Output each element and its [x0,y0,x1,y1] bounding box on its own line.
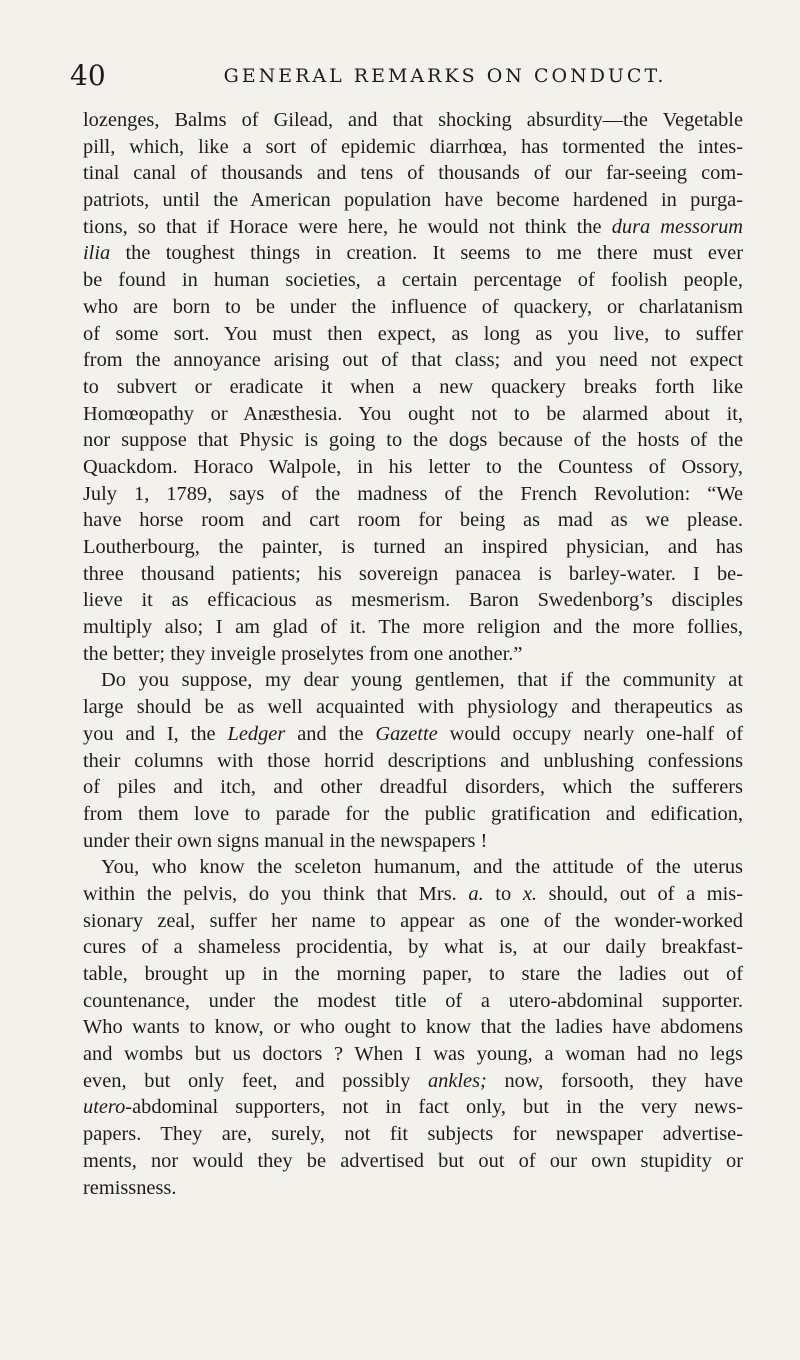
text-segment: who are born to be under the influence of quackery, or charlatanism [83,295,743,318]
text-line [83,854,743,881]
text-segment: You, who know the sceleton humanum, and the attitude of the uterus [101,856,743,879]
text-line [83,748,743,775]
text-segment: to subvert or eradicate it when a new quackery breaks forth like [83,375,743,398]
text-line [83,587,743,614]
text-segment: sionary zeal, suffer her name to appear as one of the wonder-worked [83,909,743,932]
text-line [83,774,743,801]
text-segment: of piles and itch, and other dreadful disorders, which the sufferers [83,776,743,799]
italic-text: Ledger [227,722,286,745]
text-line [83,667,743,694]
text-segment: be found in human societies, a certain percentage of foolish people, [83,269,743,292]
text-segment: under their own signs manual in the newspapers ! [83,829,488,852]
text-line [83,240,743,267]
text-line [83,160,743,187]
text-line [83,267,743,294]
text-line [83,1014,743,1041]
text-line [83,961,743,988]
text-segment: table, brought up in the morning paper, to stare the ladies out of [83,963,743,985]
text-segment: now, forsooth, they have [486,1069,744,1092]
text-line [83,988,743,1015]
text-line [83,107,743,134]
text-segment: within the pelvis, do you think that Mrs. [83,882,469,905]
text-line [83,1094,743,1121]
text-segment: even, but only feet, and possibly [83,1069,428,1092]
text-line [83,214,743,241]
text-segment: papers. They are, surely, not fit subjects for newspaper advertise- [83,1123,743,1146]
text-line [83,828,743,855]
text-segment: Quackdom. Horaco Walpole, in his letter to the Countess of Ossory, [83,455,743,478]
text-segment: large should be as well acquainted with physiology and therapeutics as [83,696,743,719]
text-line [83,401,743,428]
text-segment: Who wants to know, or who ought to know that the ladies have abdomens [83,1016,743,1039]
text-segment: ments, nor would they be advertised but out of our own stupidity or [83,1149,743,1172]
page-header [70,56,730,96]
text-line [83,294,743,321]
body-text [83,107,743,1201]
text-segment: and the [285,722,376,745]
page-number: 40 [70,59,106,92]
text-segment: nor suppose that Physic is going to the dogs because of the hosts of the [83,429,743,452]
text-line [83,187,743,214]
text-line [83,561,743,588]
text-line [83,374,743,401]
text-line [83,481,743,508]
text-segment: -abdominal supporters, not in fact only, but in the very news- [125,1096,743,1119]
text-segment: of some sort. You must then expect, as long as you live, to suffer [83,322,743,345]
text-segment: tinal canal of thousands and tens of thousands of our far-seeing com- [83,162,743,185]
italic-text: utero [83,1096,126,1119]
text-segment: Loutherbourg, the painter, is turned an inspired physician, and has [83,536,743,558]
text-line [83,694,743,721]
text-segment: cures of a shameless procidentia, by what is, at our daily breakfast- [83,936,743,959]
text-line [83,801,743,828]
italic-text: dura messorum [611,215,743,238]
text-line [83,614,743,641]
text-line [83,507,743,534]
text-segment: lozenges, Balms of Gilead, and that shocking absurdity—the Vegetable [83,109,743,131]
text-line [83,908,743,935]
text-segment: their columns with those horrid descriptions and unblushing confessions [83,749,743,772]
text-segment: pill, which, like a sort of epidemic diarrhœa, has tormented the intes- [83,135,743,158]
text-line [83,1041,743,1068]
text-line [83,934,743,961]
text-line [83,881,743,908]
text-segment: the better; they inveigle proselytes from one another.” [83,642,523,665]
text-segment: to [483,882,523,905]
italic-text: x. [522,882,537,905]
text-line [83,321,743,348]
italic-text: a. [468,882,484,905]
text-segment: tions, so that if Horace were here, he would not think the [83,215,612,238]
text-line [83,347,743,374]
text-segment: from them love to parade for the public gratification and edification, [83,802,743,825]
text-segment: remissness. [83,1176,177,1199]
text-segment: would occupy nearly one-half of [437,722,743,745]
text-segment: July 1, 1789, says of the madness of the French Revolution: “We [83,482,743,505]
text-line [83,1068,743,1095]
text-line [83,454,743,481]
text-segment: multiply also; I am glad of it. The more religion and the more follies, [83,616,743,639]
italic-text: ilia [83,242,111,265]
text-segment: lieve it as efficacious as mesmerism. Baron Swedenborg’s disciples [83,589,743,612]
text-segment: from the annoyance arising out of that class; and you need not expect [83,349,743,372]
text-segment: you and I, the [83,722,228,745]
text-segment: patriots, until the American population have become hardened in purga- [83,189,743,212]
text-segment: and wombs but us doctors ? When I was young, a woman had no legs [83,1043,743,1066]
text-segment: Do you suppose, my dear young gentlemen, that if the community at [101,669,743,692]
text-line [83,721,743,748]
italic-text: ankles; [427,1069,487,1092]
text-line [83,1175,743,1202]
text-line [83,534,743,561]
text-segment: countenance, under the modest title of a utero-abdominal supporter. [83,989,743,1012]
text-segment: Homœopathy or Anæsthesia. You ought not to be alarmed about it, [83,402,743,425]
text-segment: should, out of a mis- [536,882,744,905]
text-line [83,427,743,454]
italic-text: Gazette [375,722,438,745]
text-line [83,134,743,161]
text-line [83,1148,743,1175]
text-segment: have horse room and cart room for being as mad as we please. [83,509,743,532]
text-line [83,641,743,668]
text-segment: three thousand patients; his sovereign panacea is barley-water. I be- [83,562,743,585]
text-segment: the toughest things in creation. It seems to me there must ever [110,242,743,265]
running-head: GENERAL REMARKS ON CONDUCT. [223,65,667,87]
text-line [83,1121,743,1148]
